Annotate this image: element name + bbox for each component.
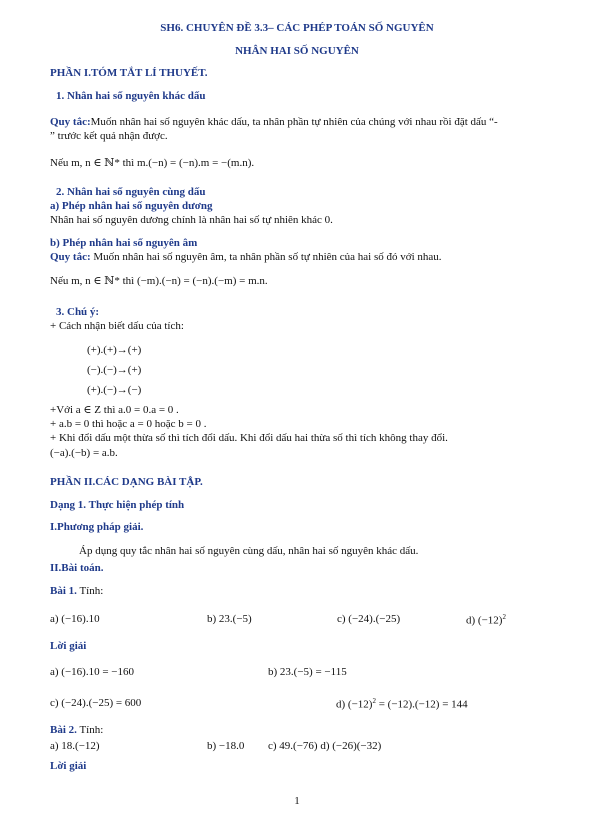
bai1-d-exponent: 2 [502, 613, 506, 621]
section2a-text: Nhân hai số nguyên dương chính là nhân hai số tự nhiên khác 0. [50, 214, 333, 226]
method-text: Áp dụng quy tắc nhân hai số nguyên cùng dấu, nhân hai số nguyên khác dấu. [79, 545, 419, 557]
document-title: SH6. CHUYÊN ĐỀ 3.3– CÁC PHÉP TOÁN SỐ NGUYÊN [160, 22, 434, 34]
loigiai1-heading: Lời giải [50, 640, 87, 652]
part2-heading: PHẦN II.CÁC DẠNG BÀI TẬP. [50, 476, 203, 488]
bai2-cd: c) 49.(−76) d) (−26)(−32) [268, 740, 382, 752]
bai1-d-base: d) (−12) [466, 614, 503, 627]
sol1-d-result: = (−12).(−12) = 144 [375, 698, 468, 711]
loigiai2-heading: Lời giải [50, 760, 87, 772]
bai1-d [466, 613, 506, 628]
exercises-heading: II.Bài toán. [50, 562, 104, 574]
section1-rule-cont: ” trước kết quả nhận được. [50, 130, 168, 142]
bai2-heading [50, 724, 103, 737]
section3-line1: + Cách nhận biết dấu của tích: [50, 320, 184, 332]
sol1-d [336, 697, 468, 712]
section2b-formula: Nếu m, n ∈ ℕ* thì (−m).(−n) = (−n).(−m) = m.n. [50, 275, 268, 287]
section3-line3: + a.b = 0 thì hoặc a = 0 hoặc b = 0 . [50, 418, 207, 430]
bai2-text: Tính: [76, 724, 104, 736]
section2b-rule [50, 251, 442, 264]
sign-rule-2: (−).(−)→(+) [87, 364, 142, 376]
bai1-text: Tính: [76, 585, 104, 597]
bai2-b: b) −18.0 [207, 740, 245, 752]
section3-heading: 3. Chú ý: [56, 306, 100, 318]
page-number: 1 [294, 795, 300, 807]
bai2-label: Bài 2. [50, 724, 77, 736]
method-heading: I.Phương pháp giải. [50, 521, 144, 533]
bai1-b: b) 23.(−5) [207, 613, 252, 625]
rule-label: Quy tắc: [50, 251, 91, 263]
section1-formula: Nếu m, n ∈ ℕ* thì m.(−n) = (−n).m = −(m.n). [50, 157, 255, 169]
rule-text: Muốn nhân hai số nguyên khác dấu, ta nhân phần tự nhiên của chúng với nhau rồi đặt dấu “- [90, 116, 498, 128]
section3-line5: (−a).(−b) = a.b. [50, 447, 118, 459]
sol1-a: a) (−16).10 = −160 [50, 666, 134, 678]
sol1-c: c) (−24).(−25) = 600 [50, 697, 142, 709]
section1-heading: 1. Nhân hai số nguyên khác dấu [56, 90, 206, 102]
bai1-heading [50, 585, 103, 598]
sign-rule-3: (+).(−)→(−) [87, 384, 142, 396]
part1-heading: PHẦN I.TÓM TẮT LÍ THUYẾT. [50, 67, 208, 79]
rule-label: Quy tắc: [50, 116, 91, 128]
bai2-a: a) 18.(−12) [50, 740, 100, 752]
section3-line2: +Với a ∈ Z thì a.0 = 0.a = 0 . [50, 404, 179, 416]
bai1-c: c) (−24).(−25) [337, 613, 401, 625]
sign-rule-1: (+).(+)→(+) [87, 344, 142, 356]
section2a-heading: a) Phép nhân hai số nguyên dương [50, 200, 213, 212]
bai1-label: Bài 1. [50, 585, 77, 597]
rule-text: Muốn nhân hai số nguyên âm, ta nhân phần số tự nhiên của hai số đó với nhau. [90, 251, 442, 263]
sol1-d-exponent: 2 [372, 697, 376, 705]
dang1-heading: Dạng 1. Thực hiện phép tính [50, 499, 185, 511]
bai1-a: a) (−16).10 [50, 613, 100, 625]
sol1-b: b) 23.(−5) = −115 [268, 666, 347, 678]
section2-heading: 2. Nhân hai số nguyên cùng dấu [56, 186, 206, 198]
section1-rule [50, 116, 498, 129]
section3-line4: + Khi đổi dấu một thừa số thì tích đổi dấu. Khi đổi dấu hai thừa số thì tích không thay đổi. [50, 432, 448, 444]
sol1-d-base: d) (−12) [336, 698, 373, 711]
document-subtitle: NHÂN HAI SỐ NGUYÊN [235, 45, 359, 57]
section2b-heading: b) Phép nhân hai số nguyên âm [50, 237, 198, 249]
